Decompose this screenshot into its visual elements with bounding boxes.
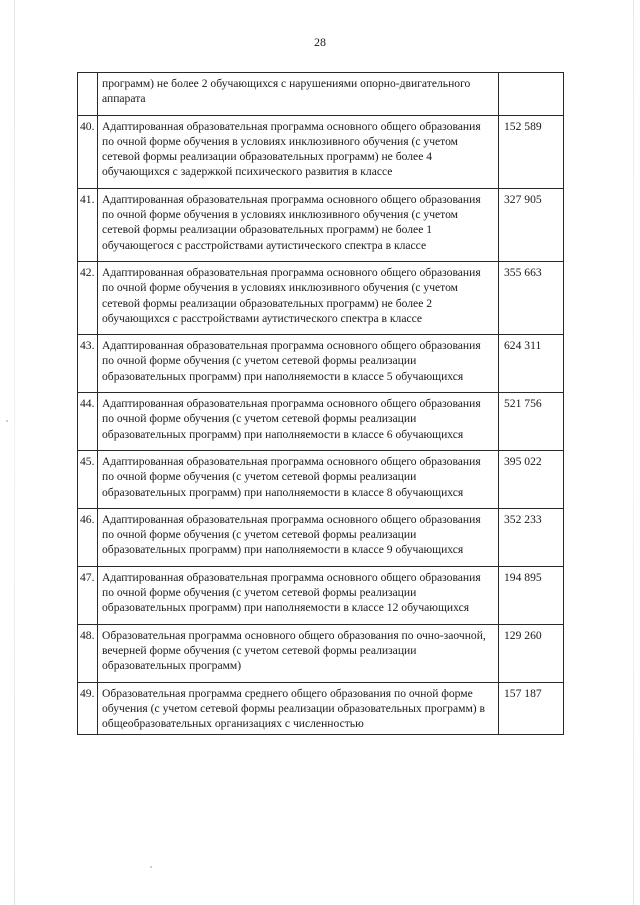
program-amount: 129 260	[499, 624, 564, 682]
program-description: Адаптированная образовательная программа основного общего образования по очной форме обучения (с учетом сетевой формы реализации образовательных программ) при наполняемости в классе 8 обучающихся	[98, 450, 499, 508]
program-amount: 395 022	[499, 450, 564, 508]
scan-speck	[6, 420, 8, 422]
program-cost-table	[77, 72, 564, 735]
table-row	[78, 450, 564, 508]
program-description: Образовательная программа среднего общего образования по очной форме обучения (с учетом сетевой формы реализации образовательных программ) в общеобразовательных организациях с численностью	[98, 682, 499, 735]
program-description: Адаптированная образовательная программа основного общего образования по очной форме обучения (с учетом сетевой формы реализации образовательных программ) при наполняемости в классе 9 обучающихся	[98, 508, 499, 566]
program-amount: 521 756	[499, 393, 564, 451]
table-row	[78, 188, 564, 261]
table-row	[78, 624, 564, 682]
program-amount: 624 311	[499, 335, 564, 393]
row-number: 48.	[78, 624, 98, 682]
program-amount: 194 895	[499, 566, 564, 624]
table-row	[78, 335, 564, 393]
program-description: Адаптированная образовательная программа основного общего образования по очной форме обучения (с учетом сетевой формы реализации образовательных программ) при наполняемости в классе 5 обучающихся	[98, 335, 499, 393]
row-number: 44.	[78, 393, 98, 451]
row-number: 45.	[78, 450, 98, 508]
table-row	[78, 73, 564, 116]
table-row	[78, 115, 564, 188]
program-description: Адаптированная образовательная программа основного общего образования по очной форме обучения в условиях инклюзивного обучения (с учетом сетевой формы реализации образовательных программ) не более 4 обучающихся с задержкой психического развития в классе	[98, 115, 499, 188]
row-number	[78, 73, 98, 116]
row-number: 42.	[78, 261, 98, 334]
program-description: Образовательная программа основного общего образования по очно-заочной, вечерней форме обучения (с учетом сетевой формы реализации образовательных программ)	[98, 624, 499, 682]
program-amount: 152 589	[499, 115, 564, 188]
row-number: 47.	[78, 566, 98, 624]
program-description: Адаптированная образовательная программа основного общего образования по очной форме обучения в условиях инклюзивного обучения (с учетом сетевой формы реализации образовательных программ) не более 2 обучающихся с расстройствами аутистического спектра в классе	[98, 261, 499, 334]
program-description: программ) не более 2 обучающихся с нарушениями опорно-двигательного аппарата	[98, 73, 499, 116]
program-description: Адаптированная образовательная программа основного общего образования по очной форме обучения (с учетом сетевой формы реализации образовательных программ) при наполняемости в классе 6 обучающихся	[98, 393, 499, 451]
row-number: 43.	[78, 335, 98, 393]
table-row	[78, 508, 564, 566]
row-number: 49.	[78, 682, 98, 735]
scan-edge-left	[14, 0, 15, 905]
row-number: 40.	[78, 115, 98, 188]
program-amount: 355 663	[499, 261, 564, 334]
row-number: 41.	[78, 188, 98, 261]
table-row	[78, 566, 564, 624]
page-number: 28	[314, 35, 326, 49]
row-number: 46.	[78, 508, 98, 566]
scan-edge-right	[633, 0, 634, 905]
program-amount: 352 233	[499, 508, 564, 566]
table-row	[78, 682, 564, 735]
program-description: Адаптированная образовательная программа основного общего образования по очной форме обучения (с учетом сетевой формы реализации образовательных программ) при наполняемости в классе 12 обучающихся	[98, 566, 499, 624]
table-row	[78, 261, 564, 334]
program-amount: 327 905	[499, 188, 564, 261]
program-amount: 157 187	[499, 682, 564, 735]
program-amount	[499, 73, 564, 116]
scan-speck	[150, 866, 152, 868]
program-description: Адаптированная образовательная программа основного общего образования по очной форме обучения в условиях инклюзивного обучения (с учетом сетевой формы реализации образовательных программ) не более 1 обучающегося с расстройствами аутистического спектра в классе	[98, 188, 499, 261]
table-row	[78, 393, 564, 451]
